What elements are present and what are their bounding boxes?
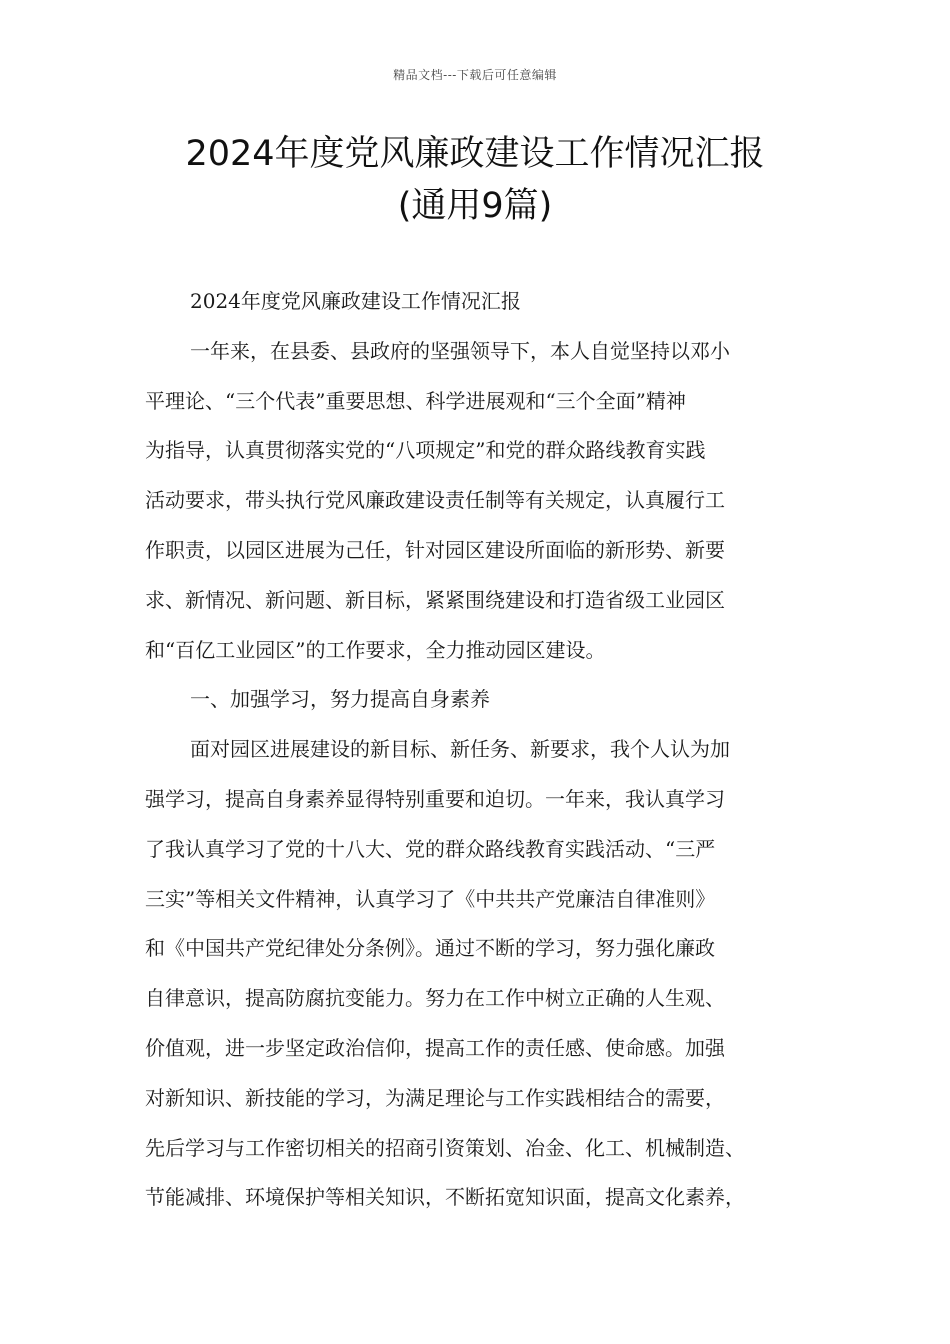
header-note: 精品文档---下载后可任意编辑: [393, 68, 557, 82]
title-line-1: 2024年度党风廉政建设工作情况汇报: [185, 134, 765, 174]
text-line: 求、新情况、新问题、新目标，紧紧围绕建设和打造省级工业园区: [145, 587, 725, 612]
document-title: [60, 128, 890, 232]
text-line: 为指导，认真贯彻落实党的“八项规定”和党的群众路线教育实践: [145, 438, 706, 463]
text-line: 自律意识，提高防腐抗变能力。努力在工作中树立正确的人生观、: [145, 986, 725, 1011]
text-line: 节能减排、环境保护等相关知识，不断拓宽知识面，提高文化素养，: [145, 1185, 745, 1210]
text-line: 一、加强学习，努力提高自身素养: [190, 687, 490, 712]
title-line-2: (通用9篇): [397, 186, 553, 226]
text-line: 三实”等相关文件精神，认真学习了《中共共产党廉洁自律准则》: [145, 886, 716, 911]
text-line: 平理论、“三个代表”重要思想、科学进展观和“三个全面”精神: [145, 388, 686, 413]
text-line: 和“百亿工业园区”的工作要求，全力推动园区建设。: [145, 637, 606, 662]
text-line: 了我认真学习了党的十八大、党的群众路线教育实践活动、“三严: [145, 836, 716, 861]
text-line: 强学习，提高自身素养显得特别重要和迫切。一年来，我认真学习: [145, 786, 725, 811]
text-line: 面对园区进展建设的新目标、新任务、新要求，我个人认为加: [190, 737, 730, 762]
text-line: 先后学习与工作密切相关的招商引资策划、冶金、化工、机械制造、: [145, 1135, 745, 1160]
text-line: 作职责，以园区进展为己任，针对园区建设所面临的新形势、新要: [145, 537, 725, 562]
document-body: [145, 277, 825, 1223]
text-line: 和《中国共产党纪律处分条例》。通过不断的学习，努力强化廉政: [145, 936, 715, 961]
text-line: 价值观，进一步坚定政治信仰，提高工作的责任感、使命感。加强: [145, 1035, 725, 1060]
text-line: 一年来，在县委、县政府的坚强领导下，本人自觉坚持以邓小: [190, 338, 730, 363]
text-line: 活动要求，带头执行党风廉政建设责任制等有关规定，认真履行工: [145, 488, 725, 513]
text-line: 对新知识、新技能的学习，为满足理论与工作实践相结合的需要，: [145, 1085, 725, 1110]
text-line: 2024年度党风廉政建设工作情况汇报: [190, 289, 521, 313]
